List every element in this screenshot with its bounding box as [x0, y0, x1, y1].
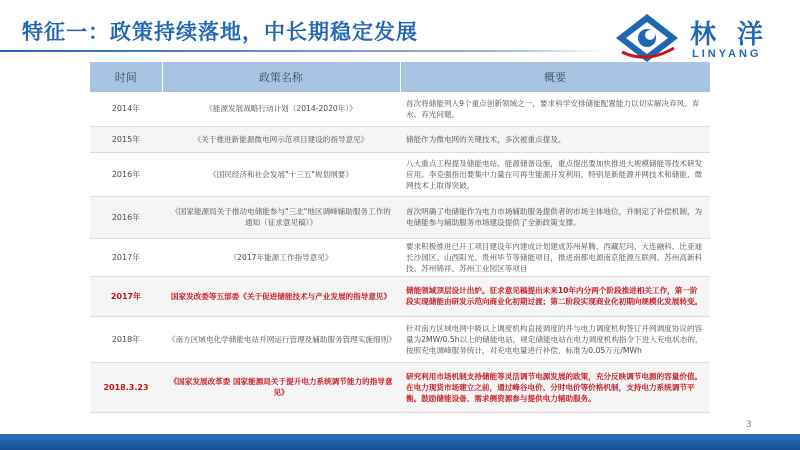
row-policy: 《能源发展战略行动计划（2014-2020年）》 — [162, 92, 400, 126]
slide-title: 特征一：政策持续落地，中长期稳定发展 — [22, 20, 418, 44]
row-time: 2016年 — [90, 152, 162, 196]
row-policy: 《国家发展改革委 国家能源局关于提升电力系统调节能力的指导意见》 — [162, 362, 400, 412]
row-policy: 国家发改委等五部委《关于促进储能技术与产业发展的指导意见》 — [162, 276, 400, 316]
row-time: 2018.3.23 — [90, 362, 162, 412]
row-policy: 《国民经济和社会发展"十三五"规划纲要》 — [162, 152, 400, 196]
table-row — [90, 92, 710, 126]
logo-name-cn: 林 洋 — [690, 20, 770, 50]
row-policy: 《关于推进新能源微电网示范项目建设的指导意见》 — [162, 126, 400, 152]
table-row — [90, 152, 710, 196]
row-summary: 储能领域顶层设计出炉。征求意见稿提出未来10年内分两个阶段推进相关工作，第一阶段实现储能由研发示范向商业化初期过渡；第二阶段实现商业化初期向规模化发展转变。 — [400, 276, 710, 316]
row-summary: 八大重点工程提及储能电站、能源储备设施，重点提出要加快推进大规模储能等技术研发应用。李克强指出要集中力量在可再生能源开发利用，特别是新能源并网技术和储能、微网技术上取得突破。 — [400, 152, 710, 196]
table-row — [90, 316, 710, 362]
row-policy: 《南方区域电化学储能电站并网运行管理及辅助服务管理实施细则》 — [162, 316, 400, 362]
row-policy: 《2017年能源工作指导意见》 — [162, 238, 400, 276]
footer-bar — [0, 434, 800, 450]
row-time: 2018年 — [90, 316, 162, 362]
policy-table — [90, 62, 710, 413]
title-underline — [0, 50, 610, 52]
row-policy: 《国家能源局关于推动电储能参与"三北"地区调峰辅助服务工作的通知（征求意见稿）》 — [162, 196, 400, 238]
header-policy: 政策名称 — [162, 62, 400, 92]
row-time: 2015年 — [90, 126, 162, 152]
table-row — [90, 126, 710, 152]
linyang-logo-icon — [614, 12, 680, 64]
header-time: 时间 — [90, 62, 162, 92]
page-number: 3 — [746, 420, 752, 430]
logo-name-en: LINYANG — [692, 48, 762, 60]
row-summary: 研究利用市场机制支持储能等灵活调节电源发展的政策，充分反映调节电源的容量价值。在电力现货市场建立之前，通过峰谷电价、分时电价等价格机制，支持电力系统调节平衡。鼓励储能设备、需求侧资源参与提供电力辅助服务。 — [400, 362, 710, 412]
row-summary: 储能作为微电网的关键技术，多次被重点提及。 — [400, 126, 710, 152]
row-time: 2016年 — [90, 196, 162, 238]
table-row — [90, 238, 710, 276]
company-logo — [612, 8, 792, 68]
row-time: 2017年 — [90, 276, 162, 316]
table-header-row — [90, 62, 710, 92]
row-summary: 要求积极推进已开工项目建设年内建成计划建成苏州昇腾、西藏尼玛、大连融科、比亚迪长沙园区、山西阳光、贵州毕节等储能项目，推进南都电源南京能源互联网、苏州高新科技、苏州锦祥、苏州工业园区等项目 — [400, 238, 710, 276]
row-time: 2014年 — [90, 92, 162, 126]
row-summary: 首次将储能列入9个重点创新领域之一，要求科学安排储能配置能力以切实解决弃风、弃水、弃光问题。 — [400, 92, 710, 126]
row-summary: 针对南方区域电网中吸以上调度机构直接调度的并与电力调度机构签订并网调度协议的容量为2MW/0.5h以上的储能电站，规定储能电站在电力调度机构指令下进入充电状态的，按照充电调峰服务统计，对充电电量进行补偿，标准为0.05万元/MWh — [400, 316, 710, 362]
table-row-highlighted — [90, 276, 710, 316]
table-row-highlighted — [90, 362, 710, 412]
header-summary: 概要 — [400, 62, 710, 92]
table-row — [90, 196, 710, 238]
row-time: 2017年 — [90, 238, 162, 276]
row-summary: 首次明确了电储能作为电力市场辅助服务提供者的市场主体地位，并制定了补偿机制，为电储能参与辅助服务市场建设提供了全新政策支撑。 — [400, 196, 710, 238]
